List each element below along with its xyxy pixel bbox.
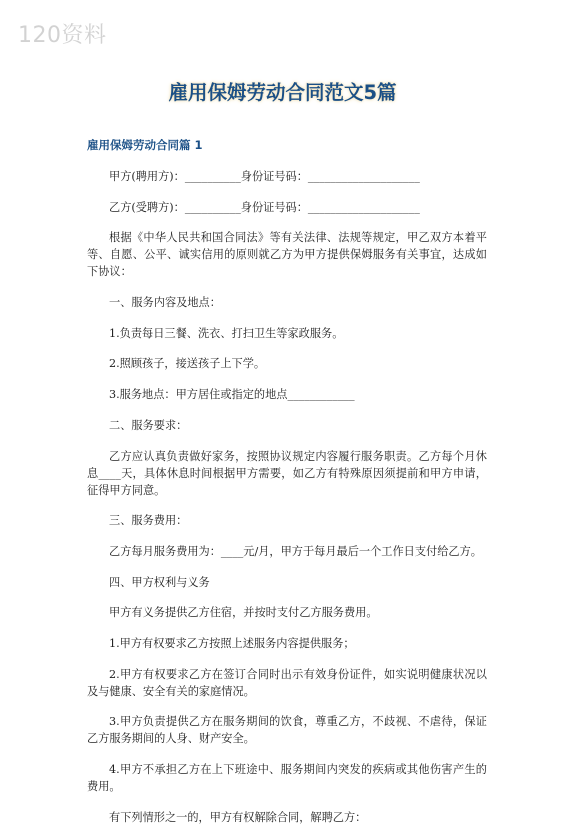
termination-intro: 有下列情形之一的，甲方有权解除合同，解聘乙方： <box>109 810 367 824</box>
clause-heading-service-fees: 三、服务费用： <box>109 514 188 528</box>
requirements-paragraph: 乙方应认真负责做好家务，按照协议规定内容履行服务职责。乙方每个月休息____天，具体休息时间根据甲方需要，如乙方有特殊原因须提前和甲方申请，征得甲方同意。 <box>87 449 487 497</box>
document-title: 雇用保姆劳动合同范文5篇 <box>168 81 397 104</box>
clause-heading-service-requirements: 二、服务要求： <box>109 418 188 432</box>
service-item-3: 3.服务地点：甲方居住或指定的地点____________ <box>109 388 355 402</box>
preamble-paragraph: 根据《中华人民共和国合同法》等有关法律、法规等规定，甲乙双方本着平等、自愿、公平、诚实信用的原则就乙方为甲方提供保姆服务有关事宜，达成如下协议： <box>87 231 487 279</box>
party-a-duty-paragraph: 甲方有义务提供乙方住宿，并按时支付乙方服务费用。 <box>109 606 378 620</box>
service-item-1: 1.负责每日三餐、洗衣、打扫卫生等家政服务。 <box>109 326 344 340</box>
section-heading: 雇用保姆劳动合同篇 1 <box>87 138 203 152</box>
party-a-right-3: 3.甲方负责提供乙方在服务期间的饮食，尊重乙方，不歧视、不虐待，保证乙方服务期间的人身、财产安全。 <box>87 715 487 746</box>
service-item-2: 2.照顾孩子，接送孩子上下学。 <box>109 357 266 371</box>
party-a-right-1: 1.甲方有权要求乙方按照上述服务内容提供服务； <box>109 636 355 650</box>
party-b-line: 乙方(受聘方)：__________身份证号码：____________________ <box>109 200 420 214</box>
contract-body <box>87 168 487 839</box>
fees-paragraph: 乙方每月服务费用为：____元/月，甲方于每月最后一个工作日支付给乙方。 <box>109 544 482 558</box>
party-a-right-4: 4.甲方不承担乙方在上下班途中、服务期间内突发的疾病或其他伤害产生的费用。 <box>87 763 487 793</box>
party-a-line: 甲方(聘用方)：__________身份证号码：____________________ <box>109 170 420 183</box>
clause-heading-service-content: 一、服务内容及地点： <box>109 296 221 310</box>
party-a-right-2: 2.甲方有权要求乙方在签订合同时出示有效身份证件，如实说明健康状况以及与健康、安全有关的家庭情况。 <box>87 667 487 698</box>
clause-heading-party-a-rights: 四、甲方权利与义务 <box>109 575 210 589</box>
watermark: 120资料 <box>18 23 107 48</box>
